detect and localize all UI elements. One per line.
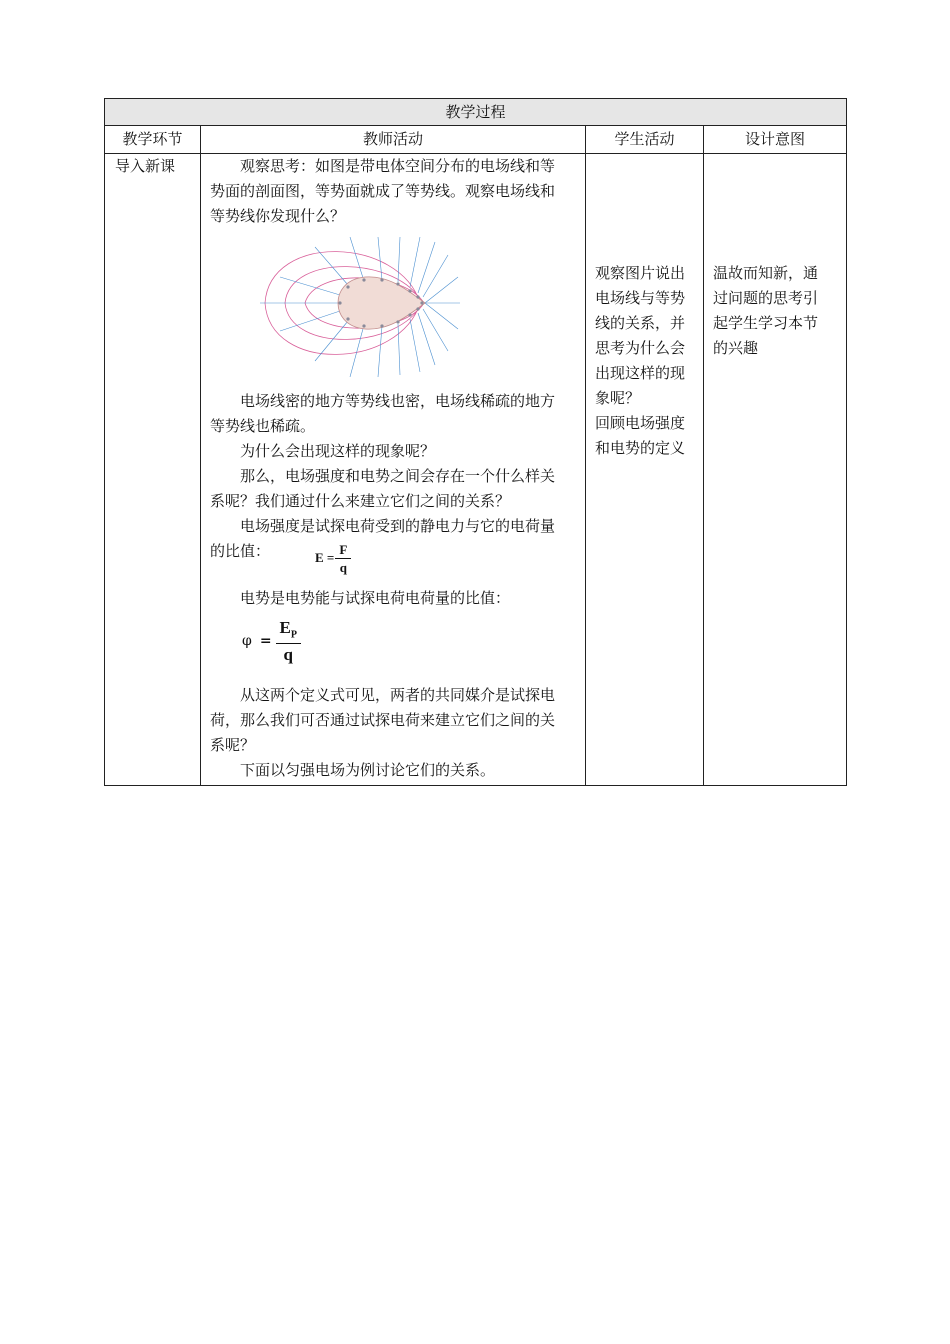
formula2-num-main: E xyxy=(279,618,291,638)
header-teacher: 教师活动 xyxy=(201,126,586,154)
formula2-fraction xyxy=(278,619,299,662)
field-lines-figure xyxy=(260,237,460,377)
design-intent-cell xyxy=(704,154,847,786)
potential-formula xyxy=(242,611,567,671)
student-paragraph-observe: 观察图片说出电场线与等势线的关系，并思考为什么会出现这样的现象呢？ xyxy=(595,264,686,407)
teacher-paragraph-why: 为什么会出现这样的现象呢？ xyxy=(240,442,436,460)
student-activity-cell xyxy=(586,154,704,786)
charged-conductor xyxy=(338,277,425,329)
teacher-activity-cell xyxy=(201,154,586,786)
formula2-lhs: φ xyxy=(242,633,252,649)
table-title: 教学过程 xyxy=(105,99,847,126)
formula1-denominator: q xyxy=(335,558,351,574)
teacher-paragraph-observe: 观察思考：如图是带电体空间分布的电场线和等势面的剖面图，等势面就成了等势线。观察电场线和等势线你发现什么？ xyxy=(210,157,556,225)
teacher-paragraph-uniform-field: 下面以匀强电场为例讨论它们的关系。 xyxy=(240,761,496,779)
teacher-paragraph-relation: 那么，电场强度和电势之间会存在一个什么样关系呢？我们通过什么来建立它们之间的关系？ xyxy=(210,467,556,510)
formula2-numerator xyxy=(278,619,299,642)
formula2-equals: = xyxy=(259,633,272,649)
teaching-process-table xyxy=(104,98,847,786)
header-student: 学生活动 xyxy=(586,126,704,154)
formula1-lhs: E = xyxy=(315,550,335,565)
header-stage: 教学环节 xyxy=(105,126,201,154)
header-intent: 设计意图 xyxy=(704,126,847,154)
field-definition-text: 电场强度是试探电荷受到的静电力与它的电荷量的比值： xyxy=(210,517,556,560)
formula2-num-sub: P xyxy=(290,629,297,641)
field-strength-formula xyxy=(315,536,567,580)
intent-paragraph: 温故而知新，通过问题的思考引起学生学习本节的兴趣 xyxy=(713,264,819,357)
formula1-numerator: F xyxy=(339,541,348,557)
teacher-paragraph-density: 电场线密的地方等势线也密，电场线稀疏的地方等势线也稀疏。 xyxy=(210,392,556,435)
teacher-paragraph-medium: 从这两个定义式可见，两者的共同媒介是试探电荷，那么我们可否通过试探电荷来建立它们之间的关系呢？ xyxy=(210,686,556,754)
student-paragraph-review: 回顾电场强度和电势的定义 xyxy=(595,414,686,457)
teacher-paragraph-potential-def: 电势是电势能与试探电荷电荷量的比值： xyxy=(240,589,511,607)
formula2-denominator: q xyxy=(276,643,301,663)
stage-cell: 导入新课 xyxy=(105,154,201,786)
formula1-fraction xyxy=(337,543,349,574)
